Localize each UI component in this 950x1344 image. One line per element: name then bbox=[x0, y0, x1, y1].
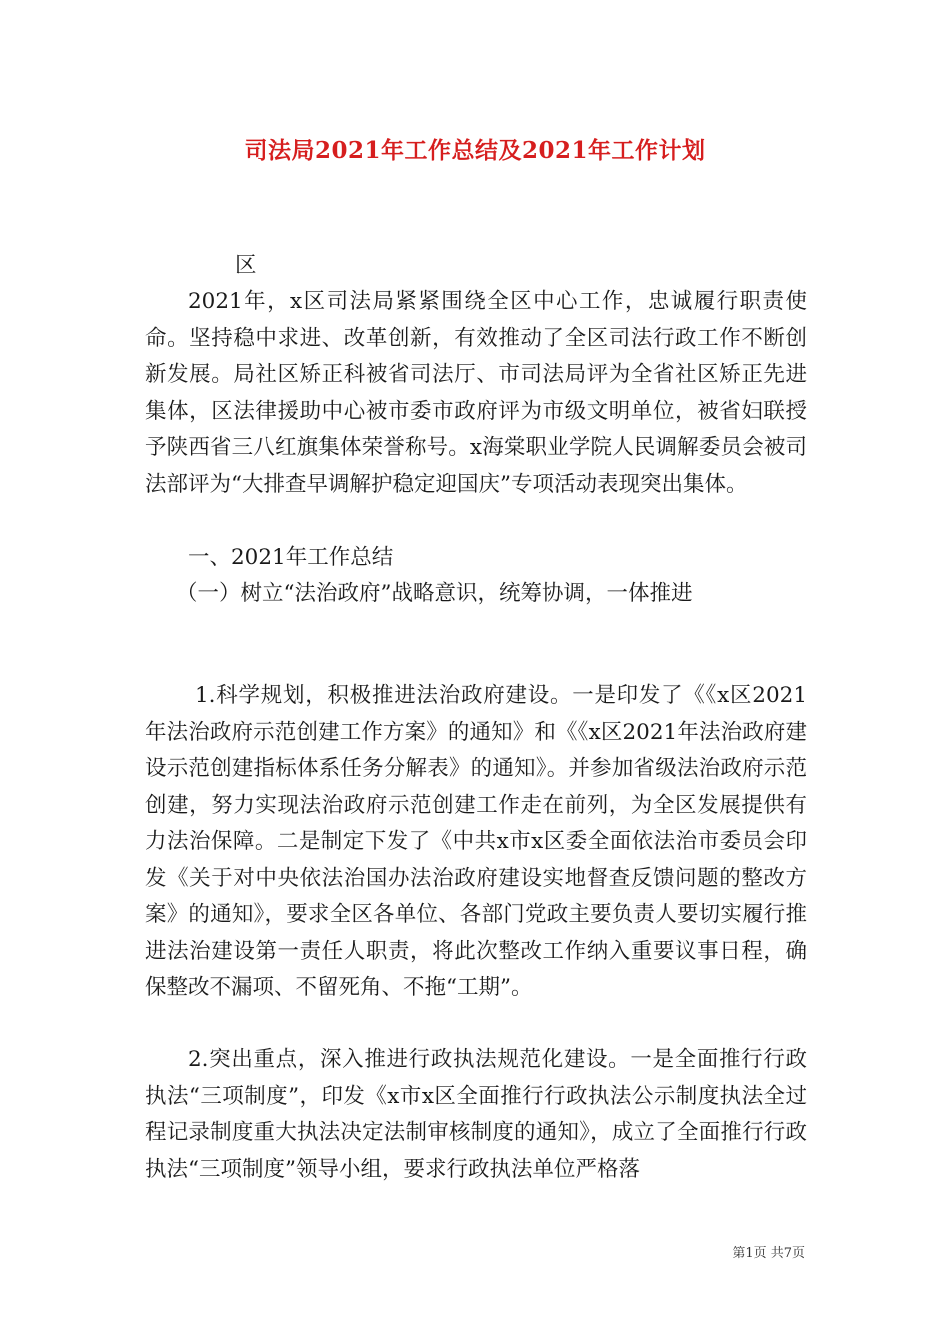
paragraph-1: 1.科学规划，积极推进法治政府建设。一是印发了《《x区2021年法治政府示范创建工作方案》的通知》和《《x区2021年法治政府建设示范创建指标体系任务分解表》的通知》。并参加省级法治政府示范创建，努力实现法治政府示范创建工作走在前列，为全区发展提供有力法治保障。二是制定下发了《中共x市x区委全面依法治市委员会印发《关于对中央依法治国办法治政府建设实地督查反馈问题的整改方案》的通知》，要求全区各单位、各部门党政主要负责人要切实履行推进法治建设第一责任人职责，将此次整改工作纳入重要议事日程，确保整改不漏项、不留死角、不拖“工期”。 bbox=[145, 683, 807, 1000]
section-heading: 一、2021年工作总结 bbox=[188, 545, 394, 570]
intro-paragraph: 2021年，x区司法局紧紧围绕全区中心工作，忠诚履行职责使命。坚持稳中求进、改革创新，有效推动了全区司法行政工作不断创新发展。局社区矫正科被省司法厅、市司法局评为全省社区矫正先进集体，区法律援助中心被市委市政府评为市级文明单位，被省妇联授予陕西省三八红旗集体荣誉称号。x海棠职业学院人民调解委员会被司法部评为“大排查早调解护稳定迎国庆”专项活动表现突出集体。 bbox=[145, 289, 807, 497]
region-label: 区 bbox=[235, 253, 257, 278]
subsection-heading: （一）树立“法治政府”战略意识，统筹协调，一体推进 bbox=[176, 581, 693, 606]
document-title: 司法局2021年工作总结及2021年工作计划 bbox=[244, 137, 706, 164]
page-footer: 第1页 共7页 bbox=[732, 1246, 805, 1261]
paragraph-2: 2.突出重点，深入推进行政执法规范化建设。一是全面推行行政执法“三项制度”，印发《x市x区全面推行行政执法公示制度执法全过程记录制度重大执法决定法制审核制度的通知》，成立了全面推行行政执法“三项制度”领导小组，要求行政执法单位严格落 bbox=[145, 1047, 807, 1182]
